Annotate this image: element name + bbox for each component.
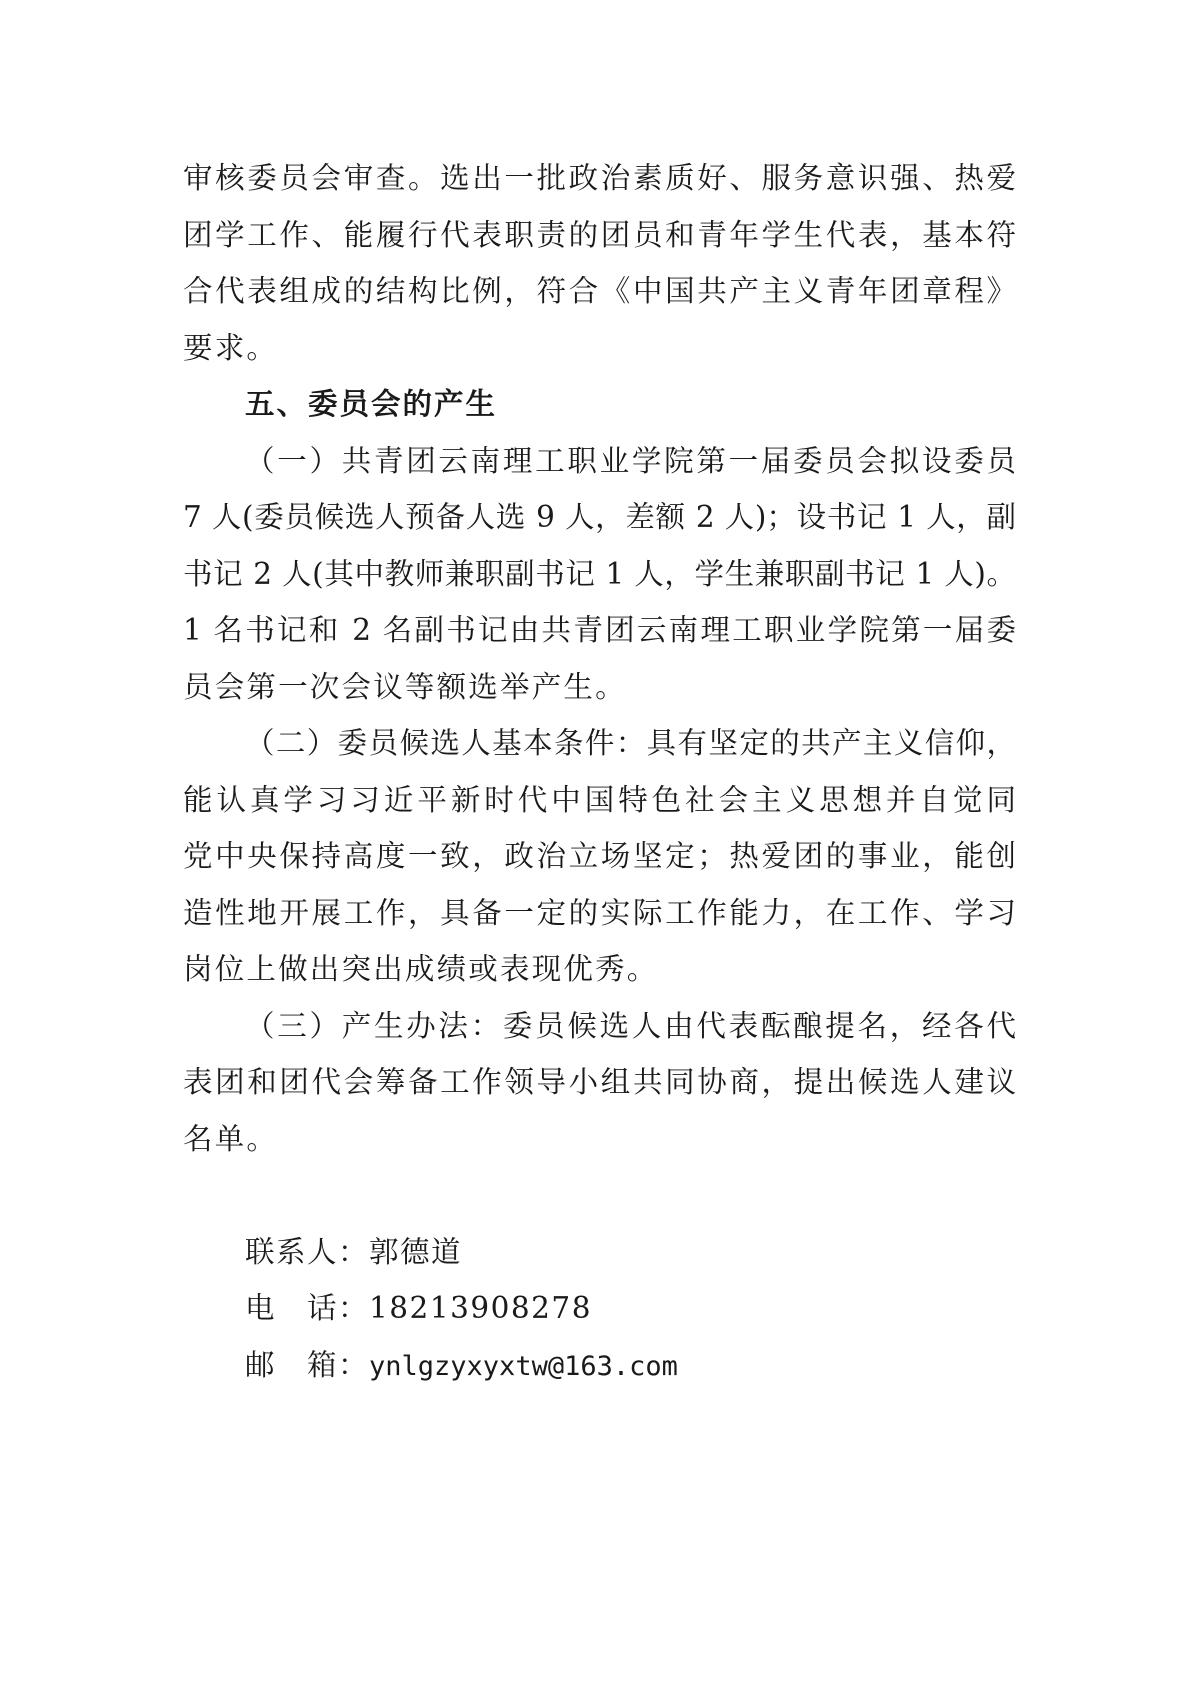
paragraph-line: （二）委员候选人基本条件：具有坚定的共产主义信仰， [245, 726, 1016, 760]
contact-phone-label: 电 话： [245, 1291, 370, 1325]
contact-email-value: ynlgzyxyxtw@163.com [369, 1350, 678, 1382]
paragraph-line: 审核委员会审查。选出一批政治素质好、服务意识强、热爱 [183, 161, 1016, 195]
contact-email-label: 邮 箱： [245, 1347, 370, 1382]
paragraph-line: 团学工作、能履行代表职责的团员和青年学生代表，基本符 [183, 217, 1016, 252]
paragraph-line: （一）共青团云南理工职业学院第一届委员会拟设委员 [245, 443, 1016, 478]
paragraph-line: 合代表组成的结构比例，符合《中国共产主义青年团章程》 [183, 274, 1016, 308]
contact-phone-value: 18213908278 [369, 1291, 592, 1325]
contact-block [183, 1224, 1016, 1394]
document-body [183, 150, 1016, 1393]
paragraph-line: （三）产生办法：委员候选人由代表酝酿提名，经各代 [245, 1008, 1016, 1043]
paragraph-line: 员会第一次会议等额选举产生。 [183, 669, 627, 704]
spacer [183, 1167, 1016, 1224]
contact-person-value: 郭德道 [369, 1234, 463, 1269]
paragraph-line: 能认真学习习近平新时代中国特色社会主义思想并自觉同 [183, 782, 1016, 817]
contact-person [183, 1224, 1016, 1281]
section-heading: 五、委员会的产生 [245, 387, 498, 421]
paragraph-line: 表团和团代会筹备工作领导小组共同协商，提出候选人建议 [183, 1065, 1016, 1099]
paragraph-line: 名单。 [183, 1121, 279, 1156]
paragraph-line: 岗位上做出突出成绩或表现优秀。 [183, 952, 659, 986]
paragraph-line: 党中央保持高度一致，政治立场坚定；热爱团的事业，能创 [183, 839, 1016, 873]
contact-email [183, 1337, 1016, 1394]
contact-person-label: 联系人： [245, 1234, 370, 1269]
paragraph-line: 7 人(委员候选人预备人选 9 人，差额 2 人)；设书记 1 人，副 [183, 500, 1016, 534]
contact-phone [183, 1280, 1016, 1337]
paragraph-line: 要求。 [183, 330, 279, 365]
paragraph-line: 造性地开展工作，具备一定的实际工作能力，在工作、学习 [183, 895, 1016, 930]
paragraph-line: 1 名书记和 2 名副书记由共青团云南理工职业学院第一届委 [183, 613, 1016, 647]
paragraph-line: 书记 2 人(其中教师兼职副书记 1 人，学生兼职副书记 1 人)。 [183, 556, 1016, 591]
